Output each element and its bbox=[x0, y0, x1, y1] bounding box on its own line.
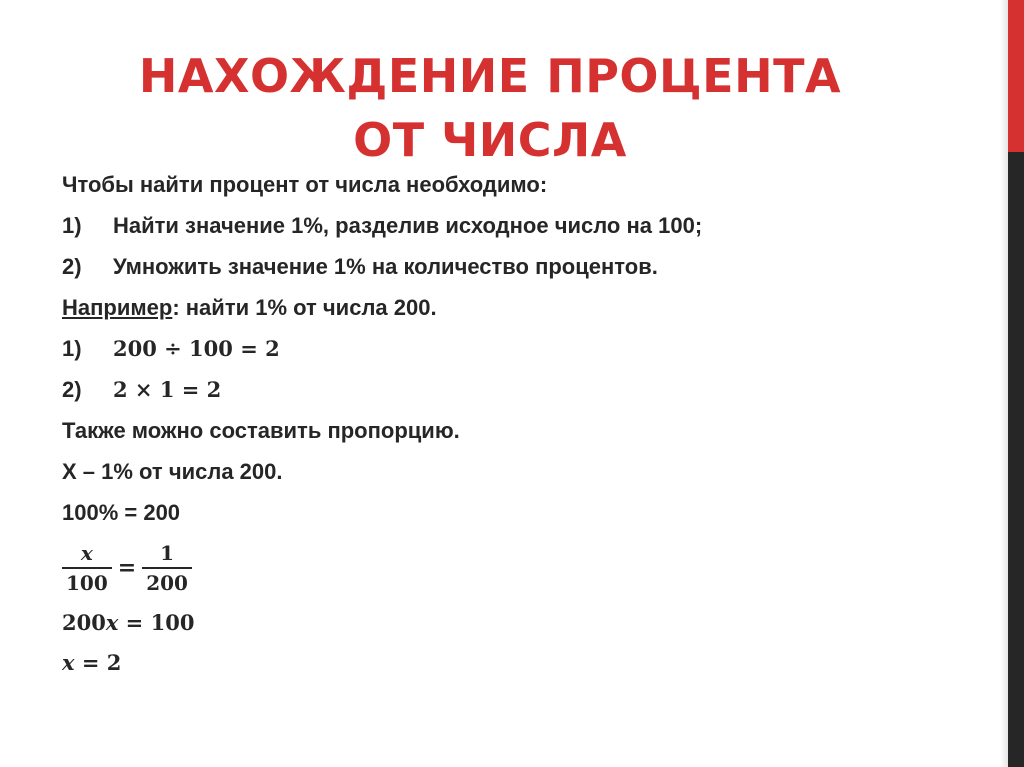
step-2-text: Умножить значение 1% на количество процентов. bbox=[113, 254, 658, 279]
proportion-intro: Также можно составить пропорцию. bbox=[62, 418, 460, 443]
step-1-text: Найти значение 1%, разделив исходное число на 100; bbox=[113, 213, 703, 238]
step-1 bbox=[62, 205, 942, 246]
example-text: : найти 1% от числа 200. bbox=[172, 295, 437, 320]
equation-1-variable: x bbox=[105, 610, 119, 635]
title-line-1: НАХОЖДЕНИЕ ПРОЦЕНТА bbox=[138, 49, 842, 103]
equation-2-rest: = 2 bbox=[74, 650, 122, 675]
equation-1-rest: = 100 bbox=[118, 610, 195, 635]
side-shadow bbox=[1000, 0, 1008, 767]
calc-2 bbox=[62, 369, 942, 410]
hundred-definition: 100% = 200 bbox=[62, 500, 181, 525]
right-fraction bbox=[142, 539, 192, 597]
left-fraction bbox=[62, 539, 112, 597]
intro-text: Чтобы найти процент от числа необходимо: bbox=[62, 172, 548, 197]
right-numerator: 1 bbox=[160, 541, 175, 565]
side-accent-bar bbox=[1008, 0, 1024, 152]
x-definition: X – 1% от числа 200. bbox=[62, 459, 283, 484]
calc-1-expression: 200 ÷ 100 = 2 bbox=[113, 336, 280, 361]
left-numerator: x bbox=[80, 541, 93, 565]
slide-content bbox=[62, 164, 942, 683]
calc-2-expression: 2 × 1 = 2 bbox=[113, 377, 222, 402]
equals-sign: = bbox=[117, 555, 137, 581]
title-line-2: ОТ ЧИСЛА bbox=[353, 113, 627, 167]
calc-2-number: 2) bbox=[62, 377, 82, 402]
side-dark-bar bbox=[1008, 152, 1024, 767]
equation-1 bbox=[62, 603, 942, 643]
equation-1-coefficient: 200 bbox=[62, 610, 106, 635]
example-label: Например bbox=[62, 295, 173, 320]
right-denominator: 200 bbox=[142, 567, 192, 597]
proportion-equation bbox=[62, 533, 942, 603]
equation-2 bbox=[62, 643, 942, 683]
example-line bbox=[62, 287, 942, 328]
calc-1-number: 1) bbox=[62, 336, 82, 361]
equation-2-variable: x bbox=[62, 650, 75, 675]
left-denominator: 100 bbox=[62, 567, 112, 597]
step-1-number: 1) bbox=[62, 213, 82, 238]
slide-title bbox=[60, 44, 920, 172]
calc-1 bbox=[62, 328, 942, 369]
step-2-number: 2) bbox=[62, 254, 82, 279]
step-2 bbox=[62, 246, 942, 287]
